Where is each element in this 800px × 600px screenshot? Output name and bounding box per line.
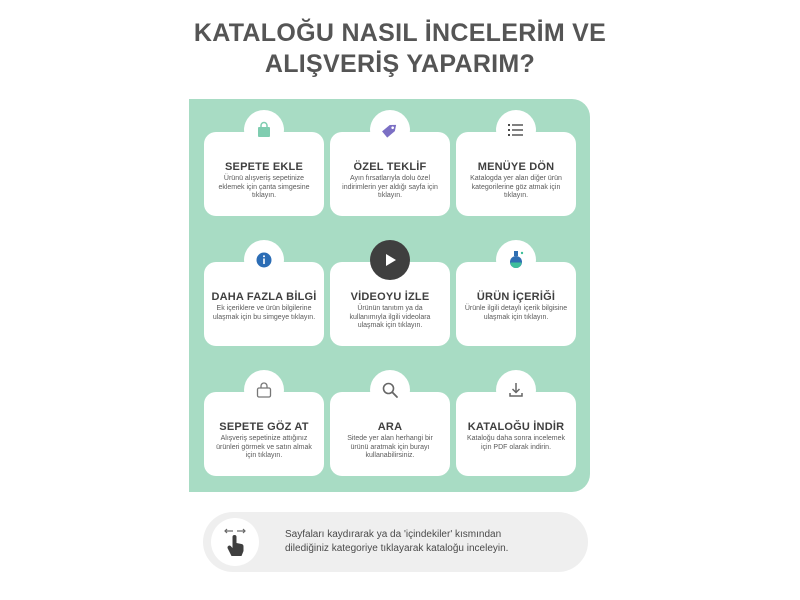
card-watch-video	[330, 262, 450, 346]
card-title: MENÜYE DÖN	[477, 161, 555, 173]
card-title: DAHA FAZLA BİLGİ	[211, 291, 317, 303]
swipe-hand-icon	[211, 518, 259, 566]
card-description: Ürünle ilgili detaylı içerik bilgisine ulaşmak için tıklayın.	[464, 305, 568, 321]
card-product-content	[456, 262, 576, 346]
card-title: ÖZEL TEKLİF	[353, 161, 427, 173]
card-search	[330, 392, 450, 476]
download-icon[interactable]	[496, 370, 536, 410]
card-add-to-cart	[204, 132, 324, 216]
card-description: Alışveriş sepetinize attığınız ürünleri görmek ve satın almak için tıklayın.	[216, 435, 312, 459]
card-title: ARA	[377, 421, 403, 433]
card-title: SEPETE EKLE	[225, 161, 303, 173]
card-title: ÜRÜN İÇERİĞİ	[476, 291, 556, 303]
page-title	[0, 18, 800, 80]
card-download-catalog	[456, 392, 576, 476]
basket-icon[interactable]	[244, 370, 284, 410]
page-title-line-1: KATALOĞU NASIL İNCELERİM VE	[193, 19, 607, 47]
card-description: Kataloğu daha sonra incelemek için PDF olarak indirin.	[466, 435, 566, 451]
swipe-hint-text	[285, 528, 580, 556]
card-title: KATALOĞU İNDİR	[467, 421, 565, 433]
card-description: Sitede yer alan herhangi bir ürünü aratmak için burayı kullanabilirsiniz.	[347, 435, 433, 459]
swipe-hint-line-2: dilediğiniz kategoriye tıklayarak kataloğu inceleyin.	[285, 543, 509, 554]
price-tag-icon[interactable]	[370, 110, 410, 150]
swipe-hint-line-1: Sayfaları kaydırarak ya da 'içindekiler' kısmından	[285, 529, 502, 540]
page-title-line-2: ALIŞVERİŞ YAPARIM?	[264, 50, 536, 78]
card-description: Ayın fırsatlarıyla dolu özel indirimlerin yer aldığı sayfa için tıklayın.	[342, 175, 438, 199]
card-description: Katalogda yer alan diğer ürün kategorilerine göz atmak için tıklayın.	[470, 175, 562, 199]
card-description: Ürünün tanıtım ya da kullanımıyla ilgili videolara ulaşmak için tıklayın.	[349, 305, 431, 329]
card-more-info	[204, 262, 324, 346]
card-description: Ek içeriklere ve ürün bilgilerine ulaşmak için bu simgeye tıklayın.	[212, 305, 316, 321]
search-icon[interactable]	[370, 370, 410, 410]
card-view-cart	[204, 392, 324, 476]
info-icon[interactable]	[244, 240, 284, 280]
menu-list-icon[interactable]	[496, 110, 536, 150]
card-title: SEPETE GÖZ AT	[219, 421, 309, 433]
shopping-bag-icon[interactable]	[244, 110, 284, 150]
card-special-offer	[330, 132, 450, 216]
card-title: VİDEOYU İZLE	[350, 291, 430, 303]
flask-icon[interactable]	[496, 240, 536, 280]
play-icon[interactable]	[370, 240, 410, 280]
swipe-hint-bar	[203, 512, 588, 572]
card-back-to-menu	[456, 132, 576, 216]
instructions-panel	[189, 99, 590, 492]
card-description: Ürünü alışveriş sepetinize eklemek için çanta simgesine tıklayın.	[218, 175, 310, 199]
